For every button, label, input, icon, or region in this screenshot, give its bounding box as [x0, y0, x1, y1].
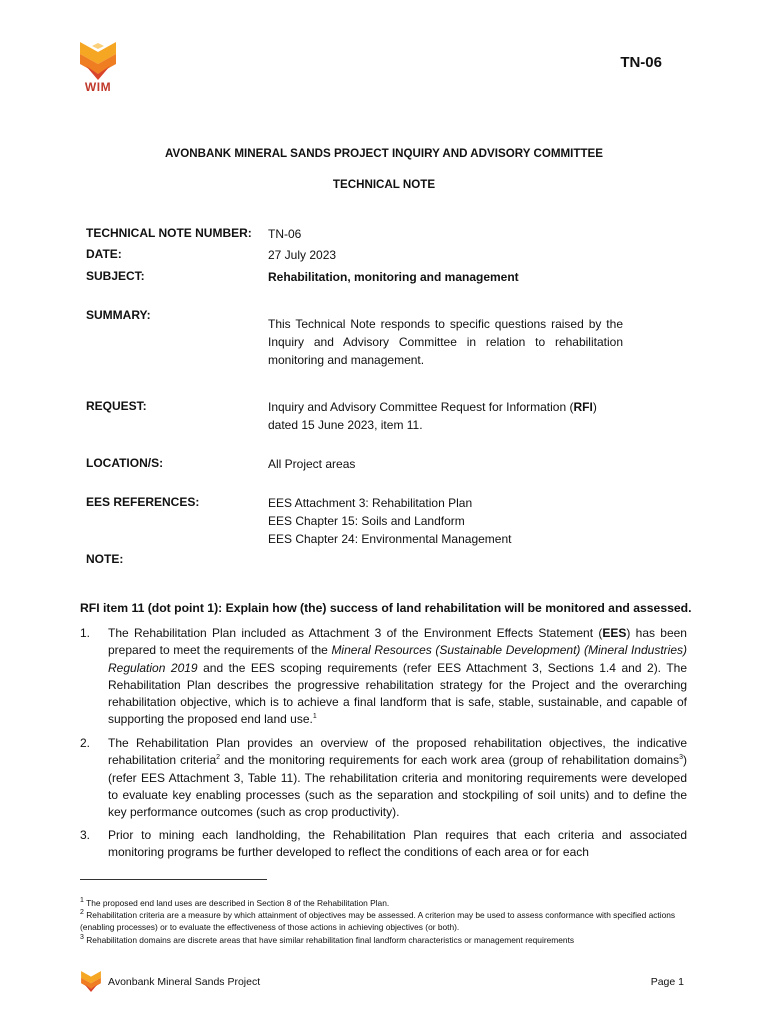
p1-text-a: The Rehabilitation Plan included as Attachment 3 of the Environment Effects Statement (: [108, 626, 603, 640]
request-rfi: RFI: [573, 400, 593, 414]
date-value: 27 July 2023: [268, 248, 337, 262]
footnote-3: [80, 935, 690, 947]
request-line2: dated 15 June 2023, item 11.: [268, 418, 423, 432]
wim-logo: [78, 40, 118, 92]
p2-text-c: ) (refer EES Attachment 3, Table 11). The rehabilitation criteria and monitoring requirements were developed to evaluate key enabling processes (such as the separation and stockpiling of soil units) and to define the key performance outcomes (such as crop productivity).: [108, 753, 687, 820]
footnote-text: The proposed end land uses are described in Section 8 of the Rehabilitation Plan.: [83, 898, 390, 908]
subject-label: SUBJECT:: [86, 269, 145, 283]
rfi-heading: RFI item 11 (dot point 1): Explain how (the) success of land rehabilitation will be monitored and assessed.: [80, 601, 692, 615]
footnote-ref-1[interactable]: 1: [312, 713, 317, 721]
ees-reference-item: EES Chapter 24: Environmental Management: [268, 532, 512, 546]
p2-text-a: The Rehabilitation Plan provides an overview of the proposed rehabilitation objectives, the indicative rehabilitation criteria: [108, 736, 687, 768]
p1-text-c: ) has been prepared to meet the requirements of the: [108, 626, 687, 658]
footnote-mark: 3: [80, 934, 84, 942]
ees-reference-item: EES Chapter 15: Soils and Landform: [268, 514, 465, 528]
p1-ees-abbrev: EES: [602, 626, 627, 640]
footnote-mark: 1: [80, 897, 84, 905]
ees-references-label: EES REFERENCES:: [86, 495, 200, 509]
paragraph-number: 3.: [80, 828, 91, 842]
paragraph-2: [108, 735, 687, 821]
footer-project-name: Avonbank Mineral Sands Project: [108, 976, 261, 988]
ees-reference-item: EES Attachment 3: Rehabilitation Plan: [268, 496, 473, 510]
date-label: DATE:: [86, 247, 122, 261]
summary-value: This Technical Note responds to specific questions raised by the Inquiry and Advisory Committee in relation to rehabilitation monitoring and management.: [268, 317, 623, 367]
request-prefix: Inquiry and Advisory Committee Request for Information (: [268, 400, 574, 414]
footnote-1: [80, 898, 690, 910]
footnote-separator: [80, 879, 267, 880]
footnote-ref-2[interactable]: 2: [216, 754, 221, 762]
note-label: NOTE:: [86, 552, 124, 566]
p2-text-b: and the monitoring requirements for each work area (group of rehabilitation domains: [220, 753, 680, 768]
paragraph-number: 2.: [80, 736, 91, 750]
paragraph-3: Prior to mining each landholding, the Rehabilitation Plan requires that each criteria and associated monitoring programs be further developed to reflect the conditions of each area or for each: [108, 828, 687, 860]
page-number: Page 1: [650, 976, 684, 988]
tn-number-value: TN-06: [268, 227, 302, 241]
footnote-ref-3[interactable]: 3: [679, 754, 683, 762]
tn-number-label: TECHNICAL NOTE NUMBER:: [86, 226, 252, 240]
footnote-2: [80, 910, 690, 933]
p1-text-e: and the EES scoping requirements (refer EES Attachment 3, Sections 1.4 and 2). The Rehabilitation Plan describes the progressive rehabilitation strategy for the Project and the overarching rehabilitation objective, which is to achieve a final landform that is safe, stable, sustainable, and capable of supporting the proposed end land use.: [108, 660, 688, 727]
wim-logo-icon: [78, 40, 118, 80]
committee-title: AVONBANK MINERAL SANDS PROJECT INQUIRY AND ADVISORY COMMITTEE: [164, 147, 604, 160]
location-value: All Project areas: [268, 457, 356, 471]
document-code: TN-06: [620, 54, 662, 71]
logo-text: WIM: [84, 80, 112, 94]
paragraph-1: [108, 625, 687, 729]
request-value: [268, 398, 624, 434]
ees-references-list: [268, 494, 624, 548]
summary-label: SUMMARY:: [86, 308, 151, 322]
footnote-text: Rehabilitation domains are discrete areas that have similar rehabilitation final landform characteristics or management requirements: [83, 935, 575, 945]
paragraph-number: 1.: [80, 626, 91, 640]
request-suffix: ): [592, 400, 597, 414]
p1-regulation-title: Mineral Resources (Sustainable Development) (Mineral Industries) Regulation 2019: [108, 643, 687, 675]
request-label: REQUEST:: [86, 399, 147, 413]
footer-logo: [80, 970, 102, 996]
subject-value: Rehabilitation, monitoring and management: [268, 270, 519, 284]
note-type-title: TECHNICAL NOTE: [332, 178, 436, 191]
footnote-mark: 2: [80, 909, 84, 917]
footnote-text: Rehabilitation criteria are a measure by which attainment of objectives may be assessed. A criterion may be used to assess conformance with specified actions (enabling processes) or to evaluate the effectiveness of those actions in achieving objectives (or both).: [80, 910, 676, 932]
wim-logo-small-icon: [80, 970, 102, 992]
location-label: LOCATION/S:: [86, 456, 164, 470]
